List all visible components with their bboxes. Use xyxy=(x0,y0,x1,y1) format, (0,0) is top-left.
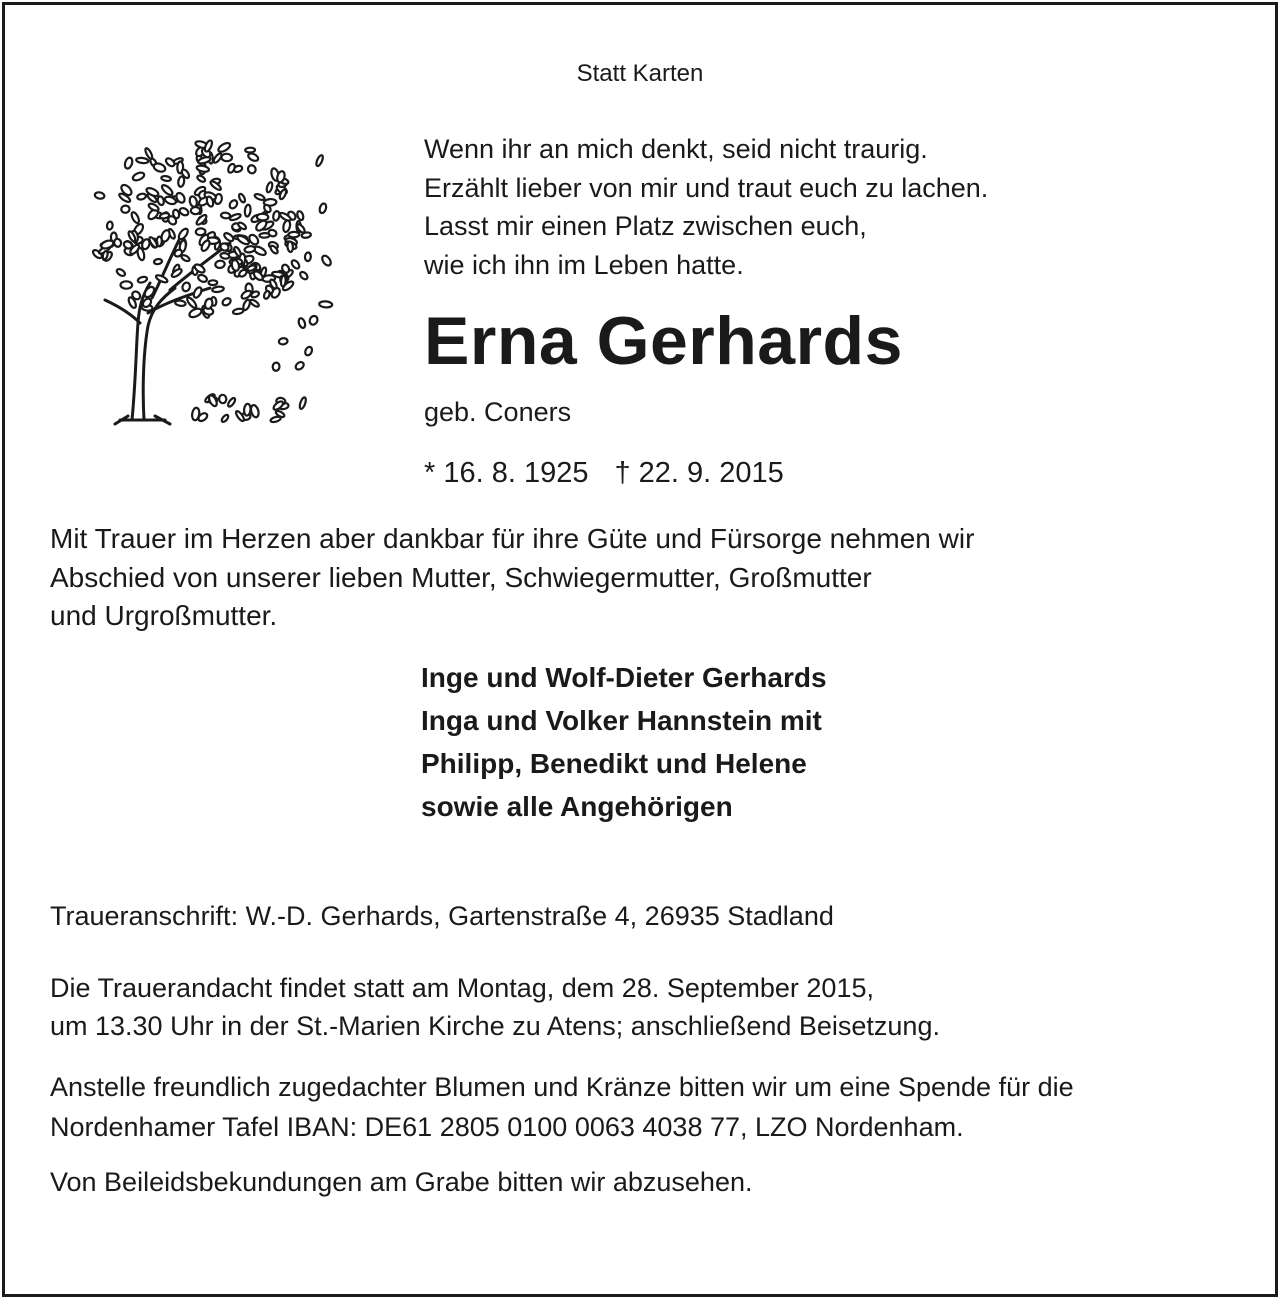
family-line: Inga und Volker Hannstein mit xyxy=(421,705,822,736)
family-signatures xyxy=(421,656,827,828)
poem-line: Wenn ihr an mich denkt, seid nicht traurig. xyxy=(424,134,928,164)
poem-line: Lasst mir einen Platz zwischen euch, xyxy=(424,211,867,241)
poem xyxy=(424,130,988,284)
header-statt-karten: Statt Karten xyxy=(576,60,704,87)
death-date: † 22. 9. 2015 xyxy=(614,457,784,489)
funeral-service-info xyxy=(50,969,940,1045)
donation-line: Anstelle freundlich zugedachter Blumen und Kränze bitten wir um eine Spende für die xyxy=(50,1072,1074,1102)
windblown-tree-icon xyxy=(70,108,340,433)
life-dates xyxy=(424,457,784,490)
mourning-address: Traueranschrift: W.-D. Gerhards, Gartenstraße 4, 26935 Stadland xyxy=(50,901,834,931)
family-line: sowie alle Angehörigen xyxy=(421,791,733,822)
family-line: Inge und Wolf-Dieter Gerhards xyxy=(421,662,827,693)
service-line: um 13.30 Uhr in der St.-Marien Kirche zu Atens; anschließend Beisetzung. xyxy=(50,1011,940,1041)
service-line: Die Trauerandacht findet statt am Montag, dem 28. September 2015, xyxy=(50,973,874,1003)
closing-note: Von Beileidsbekundungen am Grabe bitten wir abzusehen. xyxy=(50,1167,753,1197)
birth-name: geb. Coners xyxy=(424,397,572,427)
deceased-name: Erna Gerhards xyxy=(424,303,903,379)
donation-line: Nordenhamer Tafel IBAN: DE61 2805 0100 0063 4038 77, LZO Nordenham. xyxy=(50,1112,964,1142)
mourning-line: Mit Trauer im Herzen aber dankbar für ihre Güte und Fürsorge nehmen wir xyxy=(50,523,975,554)
mourning-text xyxy=(50,520,974,636)
poem-line: Erzählt lieber von mir und traut euch zu lachen. xyxy=(424,172,989,203)
mourning-line: und Urgroßmutter. xyxy=(50,600,278,631)
family-line: Philipp, Benedikt und Helene xyxy=(421,748,807,779)
poem-line: wie ich ihn im Leben hatte. xyxy=(424,249,744,280)
donation-request xyxy=(50,1067,1074,1147)
mourning-line: Abschied von unserer lieben Mutter, Schwiegermutter, Großmutter xyxy=(50,561,872,593)
birth-date: * 16. 8. 1925 xyxy=(424,457,589,489)
